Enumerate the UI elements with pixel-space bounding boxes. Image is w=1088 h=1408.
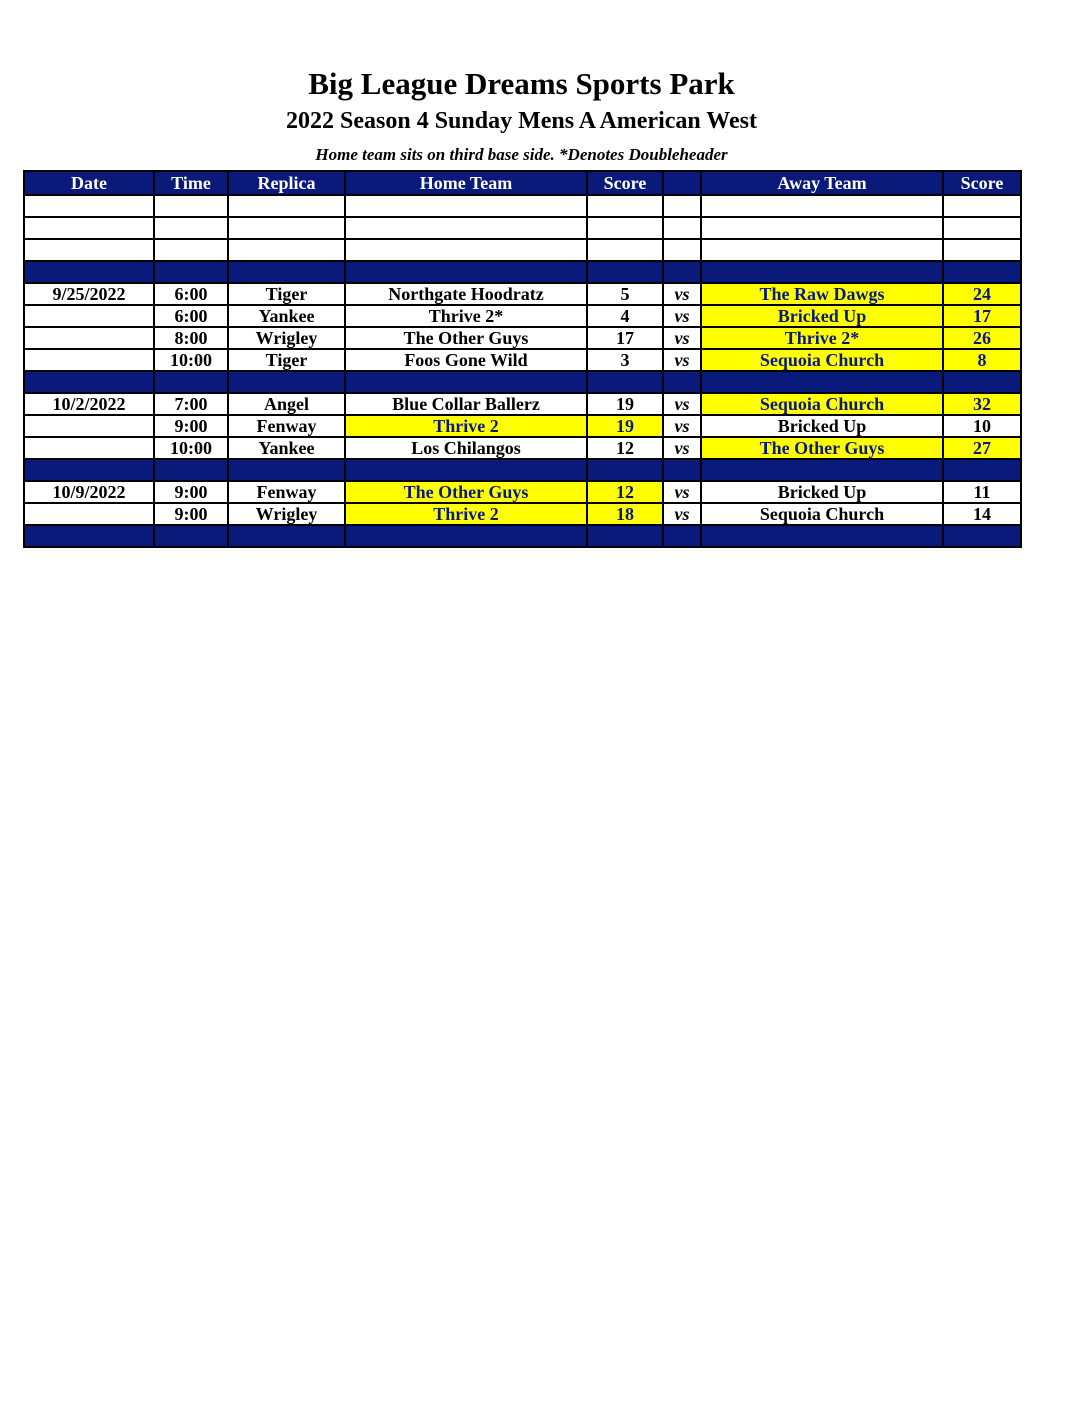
game-date xyxy=(24,415,154,437)
separator-row-cell xyxy=(228,459,345,481)
col-header-away-score: Score xyxy=(943,171,1021,195)
game-time: 8:00 xyxy=(154,327,228,349)
game-replica: Tiger xyxy=(228,283,345,305)
away-score: 32 xyxy=(943,393,1021,415)
separator-row-cell xyxy=(345,261,587,283)
blank-row-cell xyxy=(663,217,701,239)
separator-row-cell xyxy=(345,525,587,547)
separator-row-cell xyxy=(154,525,228,547)
vs-label: vs xyxy=(663,305,701,327)
away-team: Bricked Up xyxy=(701,305,943,327)
vs-label: vs xyxy=(663,481,701,503)
game-date xyxy=(24,305,154,327)
away-team: Bricked Up xyxy=(701,481,943,503)
blank-row-cell xyxy=(701,195,943,217)
vs-label: vs xyxy=(663,327,701,349)
away-score: 14 xyxy=(943,503,1021,525)
separator-row-cell xyxy=(663,525,701,547)
separator-row-cell xyxy=(943,525,1021,547)
col-header-home-score: Score xyxy=(587,171,663,195)
separator-row-cell xyxy=(345,371,587,393)
table-row xyxy=(24,503,1021,525)
blank-row-cell xyxy=(24,217,154,239)
separator-row-cell xyxy=(663,261,701,283)
home-score: 19 xyxy=(587,393,663,415)
game-replica: Fenway xyxy=(228,481,345,503)
separator-row-cell xyxy=(663,459,701,481)
separator-row xyxy=(24,459,1021,481)
blank-row-cell xyxy=(154,239,228,261)
blank-row-cell xyxy=(701,239,943,261)
separator-row-cell xyxy=(154,459,228,481)
home-score: 12 xyxy=(587,437,663,459)
separator-row xyxy=(24,261,1021,283)
game-replica: Angel xyxy=(228,393,345,415)
blank-row-cell xyxy=(943,239,1021,261)
away-team: Thrive 2* xyxy=(701,327,943,349)
away-team: Sequoia Church xyxy=(701,393,943,415)
vs-label: vs xyxy=(663,503,701,525)
separator-row-cell xyxy=(587,459,663,481)
away-team: Bricked Up xyxy=(701,415,943,437)
blank-row-cell xyxy=(154,217,228,239)
table-row xyxy=(24,415,1021,437)
blank-row-cell xyxy=(943,195,1021,217)
separator-row-cell xyxy=(345,459,587,481)
away-score: 24 xyxy=(943,283,1021,305)
table-row xyxy=(24,305,1021,327)
home-team: Thrive 2* xyxy=(345,305,587,327)
game-time: 9:00 xyxy=(154,415,228,437)
blank-row-cell xyxy=(943,217,1021,239)
col-header-vs xyxy=(663,171,701,195)
col-header-home-team: Home Team xyxy=(345,171,587,195)
blank-row-cell xyxy=(228,239,345,261)
blank-row-cell xyxy=(587,239,663,261)
home-team: Foos Gone Wild xyxy=(345,349,587,371)
separator-row-cell xyxy=(587,371,663,393)
table-row xyxy=(24,327,1021,349)
game-replica: Yankee xyxy=(228,437,345,459)
game-date xyxy=(24,437,154,459)
game-replica: Wrigley xyxy=(228,327,345,349)
home-team: Northgate Hoodratz xyxy=(345,283,587,305)
home-score: 3 xyxy=(587,349,663,371)
game-date xyxy=(24,349,154,371)
separator-row-cell xyxy=(24,459,154,481)
away-score: 27 xyxy=(943,437,1021,459)
schedule-body xyxy=(24,195,1021,547)
game-time: 10:00 xyxy=(154,437,228,459)
separator-row-cell xyxy=(228,261,345,283)
away-team: Sequoia Church xyxy=(701,349,943,371)
blank-row-cell xyxy=(228,217,345,239)
away-score: 10 xyxy=(943,415,1021,437)
separator-row-cell xyxy=(24,525,154,547)
blank-row xyxy=(24,239,1021,261)
blank-row xyxy=(24,217,1021,239)
home-team: Thrive 2 xyxy=(345,503,587,525)
home-team: Los Chilangos xyxy=(345,437,587,459)
page-subtitle: 2022 Season 4 Sunday Mens A American West xyxy=(286,108,757,134)
away-team: Sequoia Church xyxy=(701,503,943,525)
blank-row-cell xyxy=(24,239,154,261)
away-score: 17 xyxy=(943,305,1021,327)
away-score: 26 xyxy=(943,327,1021,349)
header-row xyxy=(24,171,1021,195)
away-score: 11 xyxy=(943,481,1021,503)
home-team: The Other Guys xyxy=(345,327,587,349)
table-row xyxy=(24,349,1021,371)
blank-row-cell xyxy=(663,195,701,217)
home-score: 12 xyxy=(587,481,663,503)
separator-row-cell xyxy=(228,525,345,547)
separator-row-cell xyxy=(701,261,943,283)
schedule-table xyxy=(23,170,1022,548)
game-time: 7:00 xyxy=(154,393,228,415)
separator-row-cell xyxy=(943,371,1021,393)
game-time: 10:00 xyxy=(154,349,228,371)
col-header-replica: Replica xyxy=(228,171,345,195)
blank-row-cell xyxy=(587,195,663,217)
game-time: 6:00 xyxy=(154,305,228,327)
game-replica: Fenway xyxy=(228,415,345,437)
separator-row-cell xyxy=(24,261,154,283)
blank-row-cell xyxy=(345,217,587,239)
away-score: 8 xyxy=(943,349,1021,371)
home-score: 5 xyxy=(587,283,663,305)
separator-row-cell xyxy=(663,371,701,393)
separator-row-cell xyxy=(701,371,943,393)
game-date: 10/9/2022 xyxy=(24,481,154,503)
separator-row-cell xyxy=(154,261,228,283)
game-time: 9:00 xyxy=(154,503,228,525)
col-header-away-team: Away Team xyxy=(701,171,943,195)
home-team: The Other Guys xyxy=(345,481,587,503)
blank-row-cell xyxy=(24,195,154,217)
home-score: 17 xyxy=(587,327,663,349)
table-row xyxy=(24,437,1021,459)
game-replica: Tiger xyxy=(228,349,345,371)
separator-row-cell xyxy=(943,459,1021,481)
separator-row-cell xyxy=(701,459,943,481)
table-row xyxy=(24,393,1021,415)
separator-row-cell xyxy=(701,525,943,547)
separator-row-cell xyxy=(154,371,228,393)
game-date: 10/2/2022 xyxy=(24,393,154,415)
separator-row-cell xyxy=(587,261,663,283)
home-team: Thrive 2 xyxy=(345,415,587,437)
separator-row xyxy=(24,371,1021,393)
vs-label: vs xyxy=(663,349,701,371)
page-title: Big League Dreams Sports Park xyxy=(308,66,735,101)
game-replica: Yankee xyxy=(228,305,345,327)
game-time: 6:00 xyxy=(154,283,228,305)
col-header-date: Date xyxy=(24,171,154,195)
blank-row-cell xyxy=(345,239,587,261)
vs-label: vs xyxy=(663,437,701,459)
vs-label: vs xyxy=(663,393,701,415)
blank-row-cell xyxy=(154,195,228,217)
col-header-time: Time xyxy=(154,171,228,195)
table-row xyxy=(24,481,1021,503)
game-date: 9/25/2022 xyxy=(24,283,154,305)
home-team: Blue Collar Ballerz xyxy=(345,393,587,415)
schedule-note: Home team sits on third base side. *Denotes Doubleheader xyxy=(315,145,728,164)
home-score: 4 xyxy=(587,305,663,327)
vs-label: vs xyxy=(663,283,701,305)
separator-row-cell xyxy=(587,525,663,547)
blank-row-cell xyxy=(663,239,701,261)
home-score: 18 xyxy=(587,503,663,525)
blank-row-cell xyxy=(345,195,587,217)
blank-row-cell xyxy=(701,217,943,239)
table-row xyxy=(24,283,1021,305)
game-time: 9:00 xyxy=(154,481,228,503)
away-team: The Raw Dawgs xyxy=(701,283,943,305)
home-score: 19 xyxy=(587,415,663,437)
blank-row-cell xyxy=(587,217,663,239)
blank-row-cell xyxy=(228,195,345,217)
separator-row-cell xyxy=(24,371,154,393)
away-team: The Other Guys xyxy=(701,437,943,459)
separator-row-cell xyxy=(943,261,1021,283)
separator-row-cell xyxy=(228,371,345,393)
vs-label: vs xyxy=(663,415,701,437)
separator-row xyxy=(24,525,1021,547)
game-replica: Wrigley xyxy=(228,503,345,525)
blank-row xyxy=(24,195,1021,217)
game-date xyxy=(24,503,154,525)
game-date xyxy=(24,327,154,349)
